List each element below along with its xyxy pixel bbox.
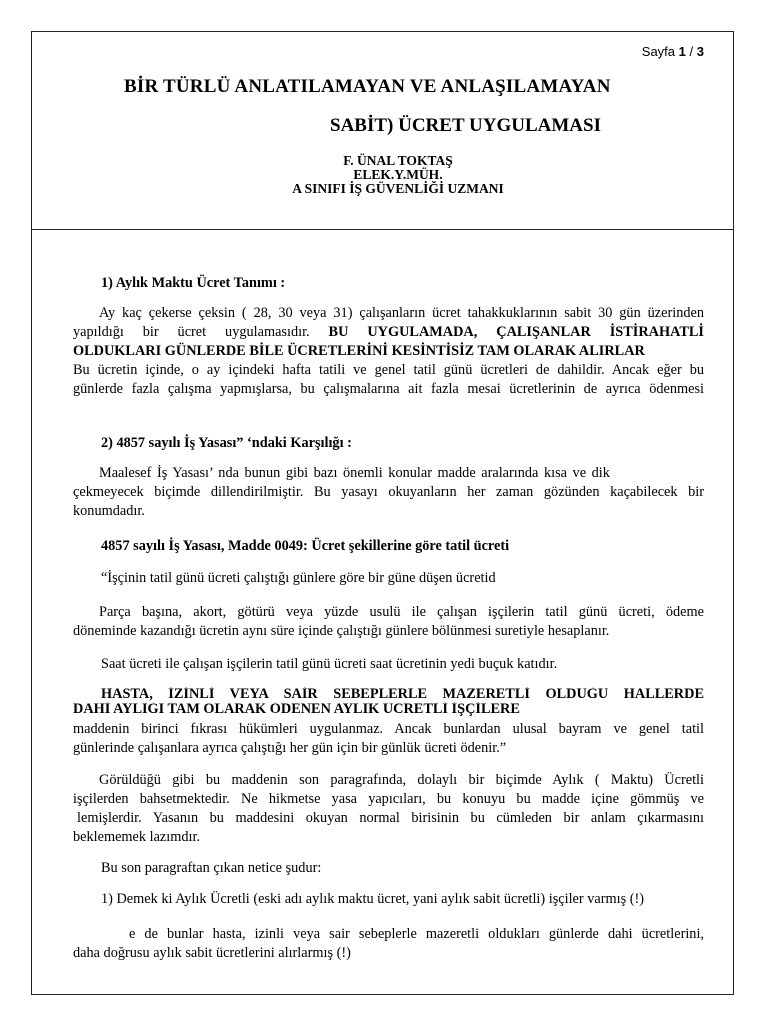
section2-p1-line1: Maalesef İş Yasası’ nda bunun gibi bazı önemli konular madde aralarında kısa ve dik [99,465,610,481]
document-title-line2: SABİT) ÜCRET UYGULAMASI [330,115,601,136]
caps-statement [73,687,704,717]
section2-p1-line2: çekmeyecek biçimde dillendirilmiştir. Bu yasayı okuyanların her zaman gözünden kaçabilecek bir [73,484,704,500]
quote-paragraph-2 [73,603,704,641]
caps-line1: HASTA, İZİNLİ VEYA SAİR SEBEPLERLE MAZERETLİ OLDUĞU HALLERDE [101,687,704,702]
section1-p1-line3: OLDUKLARI GÜNLERDE BİLE ÜCRETLERİNİ KESİNTİSİZ TAM OLARAK ALIRLAR [73,343,645,359]
conclusion-intro: Bu son paragraftan çıkan netice şudur: [101,860,322,876]
page-number: Sayfa 1 / 3 [641,44,704,59]
quote4-line2: günlerinde çalışanlara ayrıca çalıştığı her gün için bir günlük ücreti ödenir.” [73,740,507,756]
quote-paragraph-4 [73,720,704,758]
commentary-line3: lemişlerdir. Yasanın bu maddesini okuyan normal birisinin bu cümleden bir anlam çıkarmasını [77,810,704,826]
section2-intro [73,464,704,521]
section1-heading: 1) Aylık Maktu Ücret Tanımı : [101,275,286,291]
section1-p1-line5: günlerde fazla çalışma yapmışlarsa, bu çalışmalarına ait fazla mesai ücretlerinin de ayrıca ödenmesi [73,381,704,397]
quote-line-3: Saat ücreti ile çalışan işçilerin tatil günü ücreti saat ücretinin yedi buçuk katıdır. [101,656,558,672]
author-role: A SINIFI İŞ GÜVENLİĞİ UZMANI [292,181,504,196]
header-divider [31,229,734,230]
quote-line-1: “İşçinin tatil günü ücreti çalıştığı günlere göre bir güne düşen ücretid [101,570,496,586]
item2-line1: e de bunlar hasta, izinli veya sair sebeplerle mazeretli oldukları günlerde dahi ücretlerini, [129,926,704,942]
section1-p1-line1: Ay kaç çekerse çeksin ( 28, 30 veya 31) çalışanların ücret tahakkuklarının sabit 30 gün üzerinden [99,305,704,321]
section1-p1-line2: yapıldığı bir ücret uygulamasıdır. BU UYGULAMADA, ÇALIŞANLAR İSTİRAHATLİ [73,324,704,340]
author-name: F. ÜNAL TOKTAŞ [343,153,453,168]
caps-line2: DAHİ AYLIĞI TAM OLARAK ÖDENEN AYLIK ÜCRETLİ İŞÇİLERE [73,702,520,717]
conclusion-item-1: 1) Demek ki Aylık Ücretli (eski adı aylık maktu ücret, yani aylık sabit ücretli) işçiler varmış (!) [101,891,644,907]
section2-p1-line3: konumdadır. [73,503,145,519]
commentary-line2: işçilerden bahsetmektedir. Ne hikmetse yasa yapıcıları, bu konuyu bu madde içine gömmüş ve [73,791,704,807]
section2-heading: 2) 4857 sayılı İş Yasası” ‘ndaki Karşılığı : [101,435,352,451]
quote4-line1: maddenin birinci fıkrası hükümleri uygulanmaz. Ancak bunlardan ulusal bayram ve genel tatil [73,721,704,737]
commentary-line1: Görüldüğü gibi bu maddenin son paragrafında, dolaylı bir biçimde Aylık ( Maktu) Ücretli [99,772,704,788]
commentary-paragraph [73,771,704,847]
article-heading: 4857 sayılı İş Yasası, Madde 0049: Ücret şekillerine göre tatil ücreti [101,538,510,554]
quote2-line1: Parça başına, akort, götürü veya yüzde usulü ile çalışan işçilerin tatil günü ücreti, ödeme [99,604,704,620]
commentary-line4: beklememek lazımdır. [73,829,201,845]
document-title-line1: BİR TÜRLÜ ANLATILAMAYAN VE ANLAŞILAMAYAN [124,76,611,97]
conclusion-item-2 [73,925,704,963]
section1-paragraph [73,304,704,399]
section1-p1-line4: Bu ücretin içinde, o ay içindeki hafta tatili ve genel tatil günü ücretleri de dahildir. Ancak eğer bu [73,362,704,378]
item2-line2: daha doğrusu aylık sabit ücretlerini alırlarmış (!) [73,945,351,961]
quote2-line2: döneminde kazandığı ücretin aynı süre içinde çalıştığı günlere bölünmesi suretiyle hesaplanır. [73,623,610,639]
author-degree: ELEK.Y.MÜH. [353,167,443,182]
